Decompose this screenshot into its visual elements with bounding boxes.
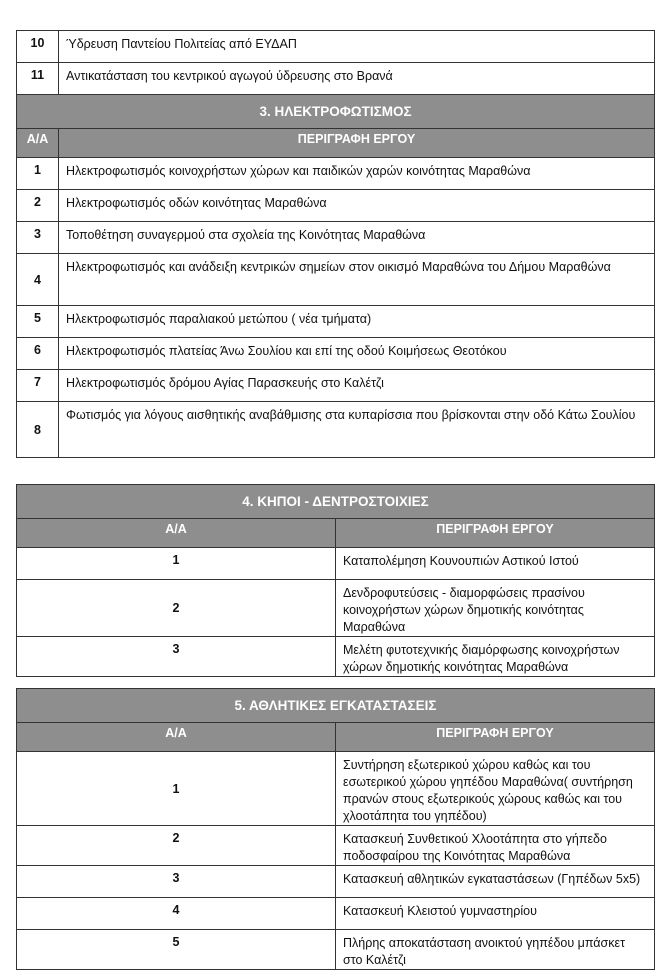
column-header-description: ΠΕΡΙΓΡΑΦΗ ΕΡΓΟΥ — [336, 519, 655, 548]
table-row — [17, 158, 655, 190]
row-number: 5 — [17, 306, 59, 338]
row-number: 2 — [17, 826, 336, 866]
table-row — [17, 866, 655, 898]
table-row — [17, 222, 655, 254]
row-description: Ηλεκτροφωτισμός δρόμου Αγίας Παρασκευής στο Καλέτζι — [59, 370, 655, 402]
row-description: Ηλεκτροφωτισμός πλατείας Άνω Σουλίου και επί της οδού Κοιμήσεως Θεοτόκου — [59, 338, 655, 370]
row-description: Κατασκευή αθλητικών εγκαταστάσεων (Γηπέδων 5x5) — [336, 866, 655, 898]
row-number: 3 — [17, 222, 59, 254]
column-header-number: Α/Α — [17, 723, 336, 752]
table-row — [17, 402, 655, 458]
table-row — [17, 190, 655, 222]
row-description: Ύδρευση Παντείου Πολιτείας από ΕΥΔΑΠ — [59, 31, 655, 63]
row-number: 4 — [17, 254, 59, 306]
row-description: Καταπολέμηση Κουνουπιών Αστικού Ιστού — [336, 548, 655, 580]
row-description: Ηλεκτροφωτισμός κοινοχρήστων χώρων και παιδικών χαρών κοινότητας Μαραθώνα — [59, 158, 655, 190]
gardens-table — [16, 484, 655, 677]
column-header-description: ΠΕΡΙΓΡΑΦΗ ΕΡΓΟΥ — [336, 723, 655, 752]
sports-facilities-table — [16, 688, 655, 970]
row-description: Τοποθέτηση συναγερμού στα σχολεία της Κοινότητας Μαραθώνα — [59, 222, 655, 254]
row-number: 1 — [17, 752, 336, 826]
row-number: 6 — [17, 338, 59, 370]
electrification-table — [16, 30, 655, 458]
table-row — [17, 370, 655, 402]
column-header-description: ΠΕΡΙΓΡΑΦΗ ΕΡΓΟΥ — [59, 129, 655, 158]
table-row — [17, 306, 655, 338]
row-description: Ηλεκτροφωτισμός οδών κοινότητας Μαραθώνα — [59, 190, 655, 222]
table-row — [17, 31, 655, 63]
row-number: 3 — [17, 866, 336, 898]
table-row — [17, 338, 655, 370]
row-number: 10 — [17, 31, 59, 63]
row-description: Κατασκευή Συνθετικού Χλοοτάπητα στο γήπεδο ποδοσφαίρου της Κοινότητας Μαραθώνα — [336, 826, 655, 866]
table-row — [17, 580, 655, 637]
row-number: 2 — [17, 190, 59, 222]
table-row — [17, 826, 655, 866]
table-row — [17, 898, 655, 930]
row-number: 5 — [17, 930, 336, 970]
row-description: Συντήρηση εξωτερικού χώρου καθώς και του εσωτερικού χώρου γηπέδου Μαραθώνα( συντήρηση πρανών στους εξωτερικούς χώρους καθώς και του χλοοτάπητα του γηπέδου) — [336, 752, 655, 826]
table-row — [17, 930, 655, 970]
table-row — [17, 548, 655, 580]
column-header-number: Α/Α — [17, 129, 59, 158]
row-description: Ηλεκτροφωτισμός και ανάδειξη κεντρικών σημείων στον οικισμό Μαραθώνα του Δήμου Μαραθώνα — [59, 254, 655, 306]
row-description: Ηλεκτροφωτισμός παραλιακού μετώπου ( νέα τμήματα) — [59, 306, 655, 338]
row-number: 3 — [17, 637, 336, 677]
column-header-number: Α/Α — [17, 519, 336, 548]
row-number: 11 — [17, 63, 59, 95]
row-description: Μελέτη φυτοτεχνικής διαμόρφωσης κοινοχρήστων χώρων δημοτικής κοινότητας Μαραθώνα — [336, 637, 655, 677]
row-number: 1 — [17, 158, 59, 190]
table-row — [17, 752, 655, 826]
row-number: 4 — [17, 898, 336, 930]
row-description: Αντικατάσταση του κεντρικού αγωγού ύδρευσης στο Βρανά — [59, 63, 655, 95]
table-row — [17, 637, 655, 677]
row-number: 1 — [17, 548, 336, 580]
row-description: Δενδροφυτεύσεις - διαμορφώσεις πρασίνου κοινοχρήστων χώρων δημοτικής κοινότητας Μαραθώνα — [336, 580, 655, 637]
row-number: 2 — [17, 580, 336, 637]
row-number: 7 — [17, 370, 59, 402]
table-row — [17, 63, 655, 95]
row-description: Κατασκευή Κλειστού γυμναστηρίου — [336, 898, 655, 930]
table-row — [17, 254, 655, 306]
row-description: Πλήρης αποκατάσταση ανοικτού γηπέδου μπάσκετ στο Καλέτζι — [336, 930, 655, 970]
section-title: 3. ΗΛΕΚΤΡΟΦΩΤΙΣΜΟΣ — [17, 95, 655, 129]
section-title: 5. ΑΘΛΗΤΙΚΕΣ ΕΓΚΑΤΑΣΤΑΣΕΙΣ — [17, 689, 655, 723]
row-description: Φωτισμός για λόγους αισθητικής αναβάθμισης στα κυπαρίσσια που βρίσκονται στην οδό Κάτω Σουλίου — [59, 402, 655, 458]
section-title: 4. ΚΗΠΟΙ - ΔΕΝΤΡΟΣΤΟΙΧΙΕΣ — [17, 485, 655, 519]
row-number: 8 — [17, 402, 59, 458]
